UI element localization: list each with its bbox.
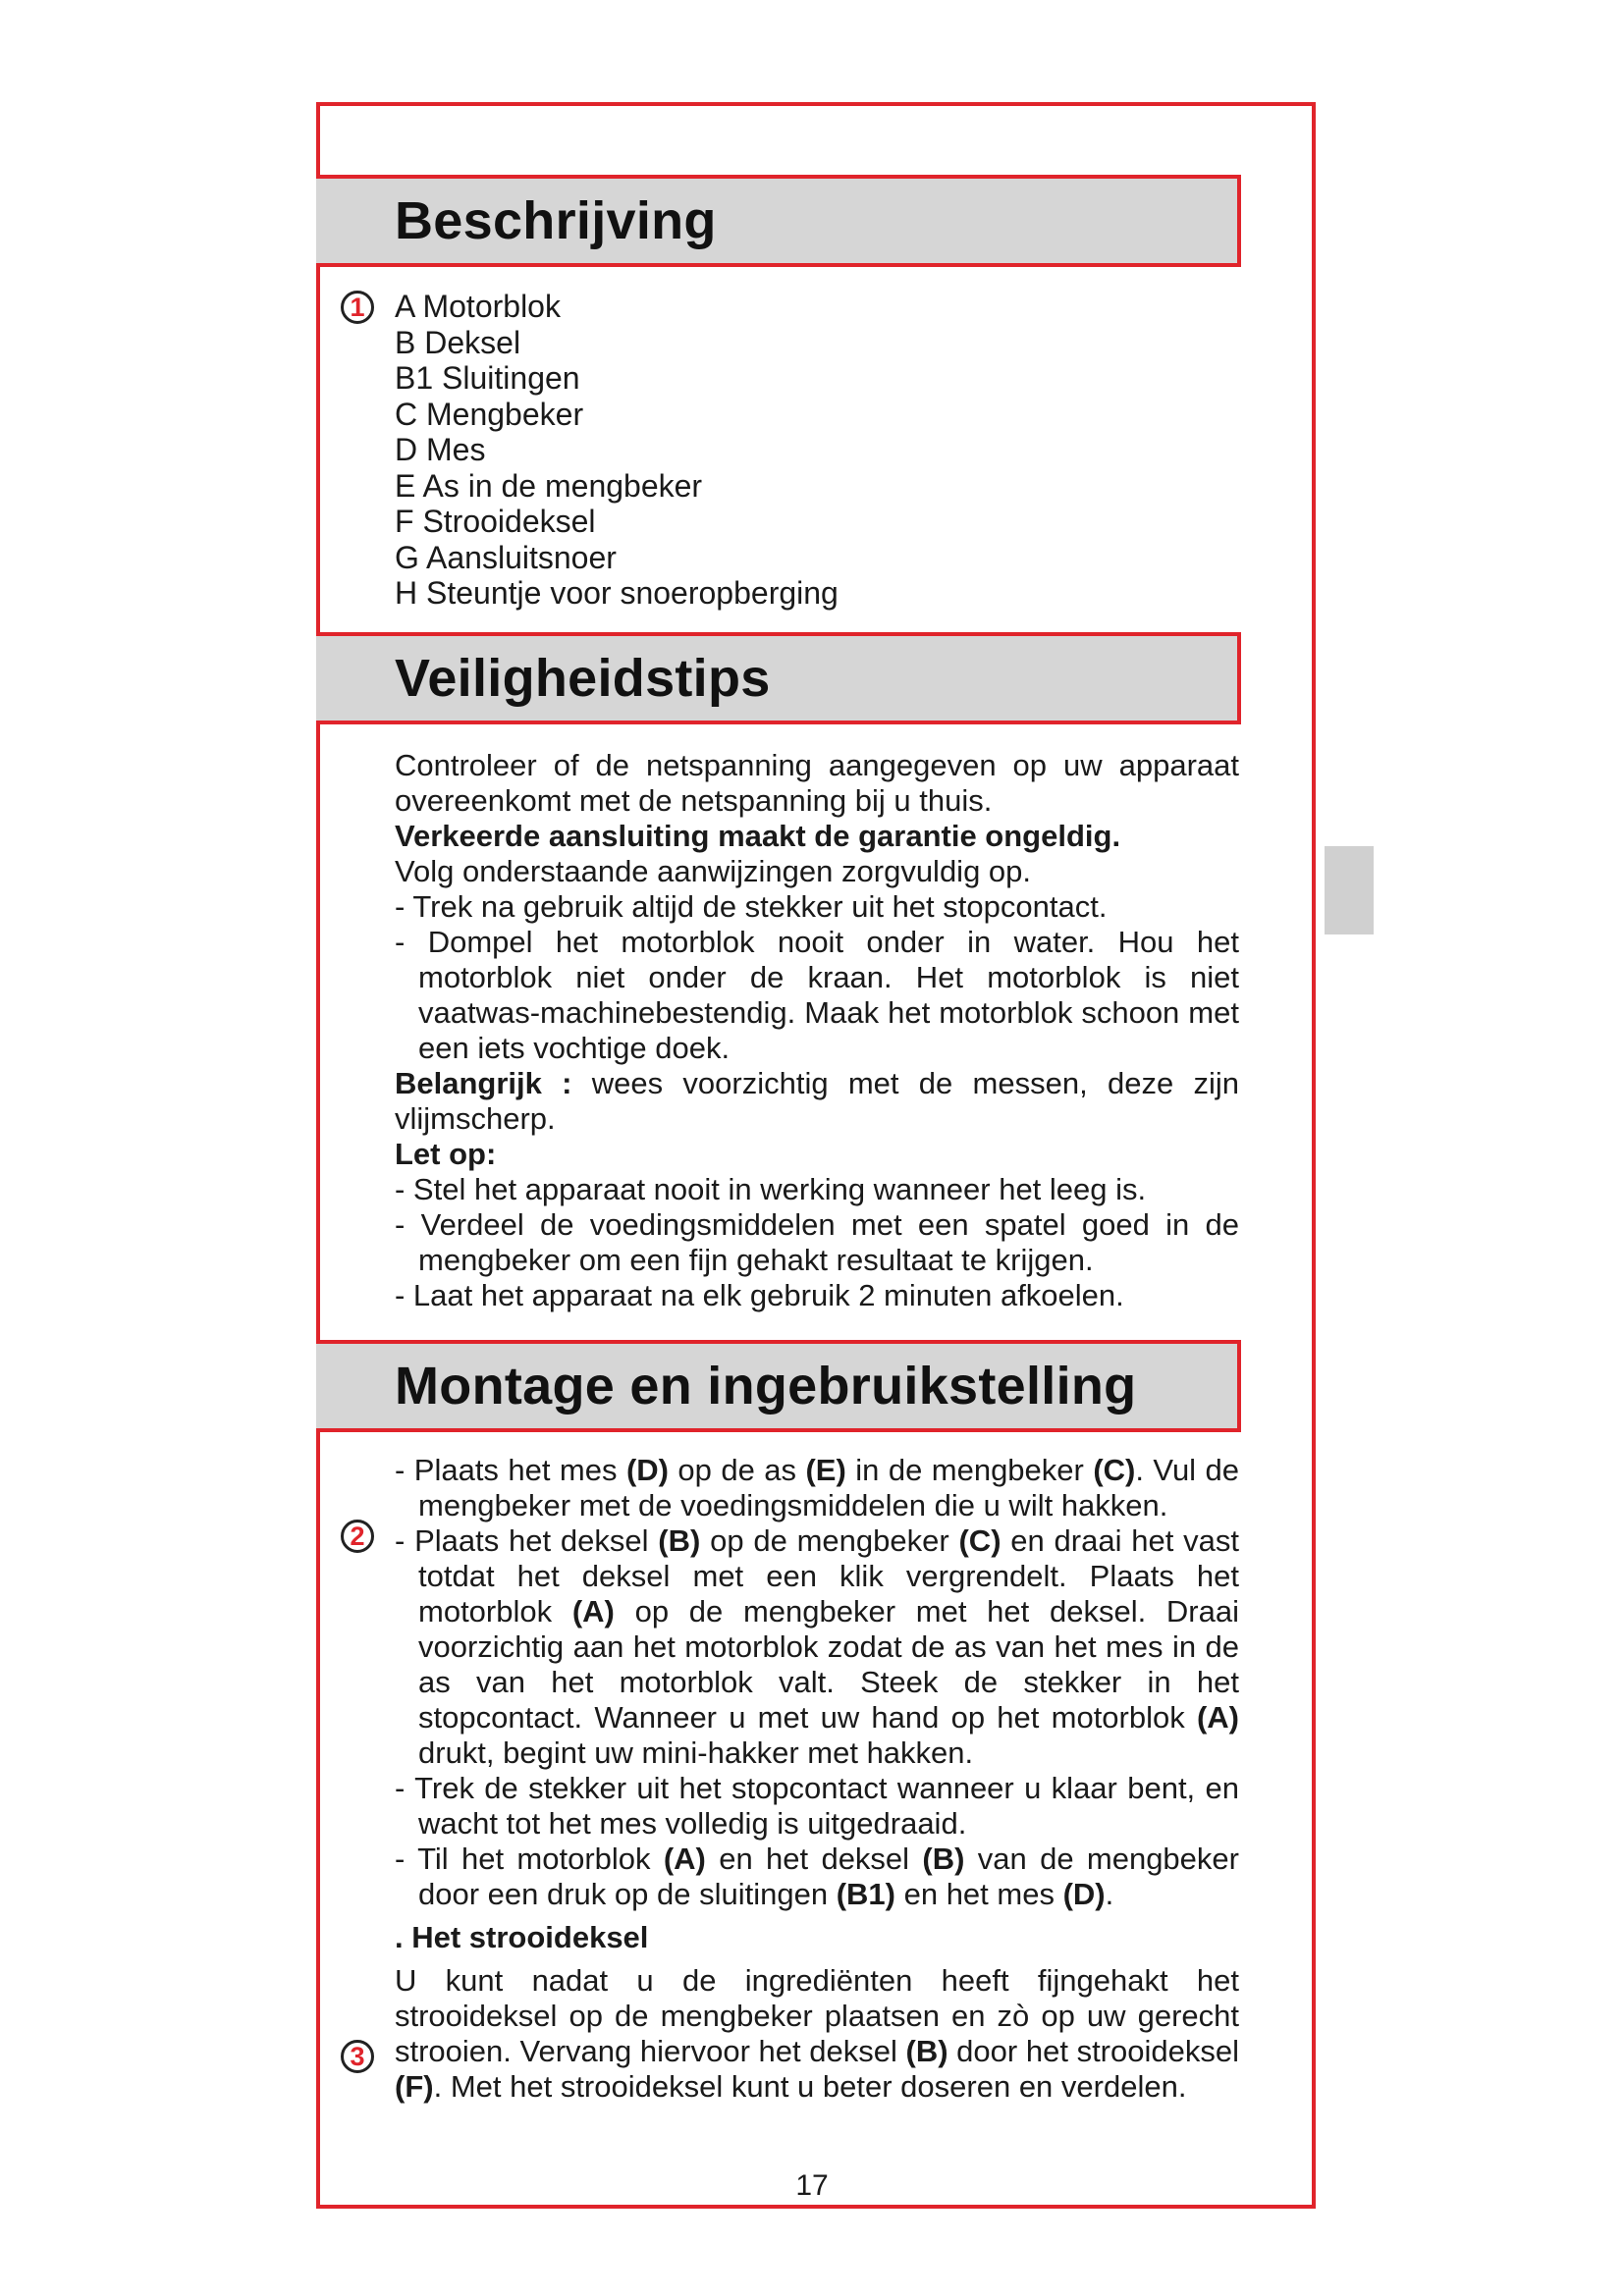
safety-tip: - Trek na gebruik altijd de stekker uit het stopcontact.	[395, 889, 1108, 924]
assembly-text	[395, 1453, 1239, 2105]
list-item: C Mengbeker	[395, 396, 584, 432]
safety-text	[395, 748, 1239, 1313]
assembly-step: - Trek de stekker uit het stopcontact wanneer u klaar bent, en wacht tot het mes volledig is uitgedraaid.	[395, 1771, 1239, 1841]
section-header-description	[316, 175, 1241, 267]
figure-marker-3: 3	[341, 2040, 374, 2073]
section-header-assembly	[316, 1340, 1241, 1432]
list-item: B1 Sluitingen	[395, 360, 580, 396]
attention-item: - Verdeel de voedingsmiddelen met een spatel goed in de mengbeker om een fijn gehakt resultaat te krijgen.	[395, 1207, 1239, 1277]
attention-item: - Stel het apparaat nooit in werking wanneer het leeg is.	[395, 1172, 1147, 1206]
assembly-step: - Plaats het mes (D) op de as (E) in de mengbeker (C). Vul de mengbeker met de voedingsmiddelen die u wilt hakken.	[395, 1453, 1240, 1522]
section-title-assembly: Montage en ingebruikstelling	[395, 1357, 1137, 1415]
section-title-description: Beschrijving	[395, 191, 717, 250]
safety-follow: Volg onderstaande aanwijzingen zorgvuldig op.	[395, 854, 1032, 888]
safety-tip: - Dompel het motorblok nooit onder in water. Hou het motorblok niet onder de kraan. Het motorblok is niet vaatwas-machinebestendig. Maak het motorblok schoon met een iets vochtige doek.	[395, 925, 1239, 1065]
assembly-step: - Plaats het deksel (B) op de mengbeker (C) en draai het vast totdat het deksel met een klik vergrendelt. Plaats het motorblok (A) op de mengbeker met het deksel. Draai voorzichtig aan het motorblok zodat de as van het mes in de as van het motorblok valt. Steek de stekker in het stopcontact. Wanneer u met uw hand op het motorblok (A) drukt, begint uw mini-hakker met hakken.	[395, 1523, 1239, 1770]
important-label: Belangrijk :	[395, 1066, 572, 1100]
important-text: wees voorzichtig met de messen, deze zijn vlijmscherp.	[395, 1066, 1239, 1136]
page-number: 17	[795, 2169, 829, 2202]
list-item: E As in de mengbeker	[395, 467, 703, 504]
safety-intro: Controleer of de netspanning aangegeven op uw apparaat overeenkomt met de netspanning bij u thuis.	[395, 748, 1239, 818]
shaker-text: U kunt nadat u de ingrediënten heeft fijngehakt het strooideksel op de mengbeker plaatsen en zò op uw gerecht strooien. Vervang hiervoor het deksel (B) door het strooideksel (F). Met het strooideksel kunt u beter doseren en verdelen.	[395, 1963, 1239, 2104]
parts-list	[395, 289, 839, 612]
safety-warning: Verkeerde aansluiting maakt de garantie ongeldig.	[395, 819, 1121, 853]
list-item: H Steuntje voor snoeropberging	[395, 575, 839, 611]
figure-marker-1: 1	[341, 291, 374, 324]
attention-item: - Laat het apparaat na elk gebruik 2 minuten afkoelen.	[395, 1278, 1124, 1312]
list-item: G Aansluitsnoer	[395, 539, 617, 575]
attention-label: Let op:	[395, 1137, 497, 1171]
list-item: A Motorblok	[395, 289, 561, 324]
assembly-step: - Til het motorblok (A) en het deksel (B) van de mengbeker door een druk op de sluitingen (B1) en het mes (D).	[395, 1842, 1239, 1911]
safety-important	[395, 1066, 1239, 1137]
section-header-safety	[316, 632, 1241, 724]
list-item: F Strooideksel	[395, 504, 596, 539]
section-title-safety: Veiligheidstips	[395, 649, 771, 708]
shaker-heading: . Het strooideksel	[395, 1920, 649, 1954]
side-tab	[1325, 846, 1374, 934]
figure-marker-2: 2	[341, 1520, 374, 1553]
list-item: D Mes	[395, 432, 486, 467]
list-item: B Deksel	[395, 324, 521, 360]
